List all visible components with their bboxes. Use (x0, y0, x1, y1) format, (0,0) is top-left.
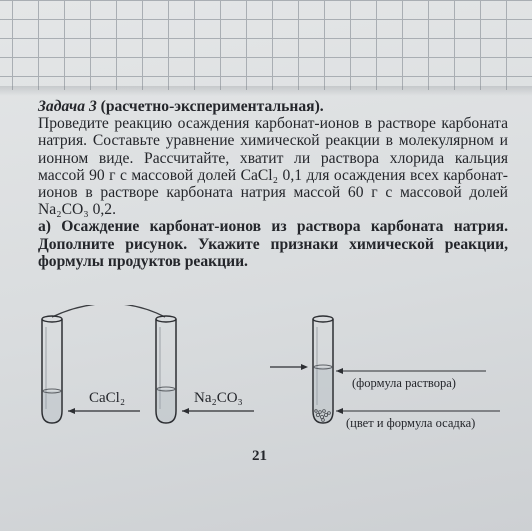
test-tube-2 (156, 316, 176, 423)
task-number: Задача 3 (38, 98, 97, 115)
answer-grid (0, 0, 532, 90)
solution-formula-label: (формула раствора) (352, 376, 456, 390)
test-tube-result (313, 316, 333, 423)
precipitate-label: (цвет и формула осадка) (346, 416, 476, 430)
task-part-a: а) Осаждение карбонат-ионов из раствора карбоната натрия. Дополните рисунок. Укажите признаки химической реакции, формулы продуктов реакции. (38, 218, 508, 270)
cacl2-label: CaCl₂ (89, 390, 126, 406)
na2co3-label: Na₂CO₃ (194, 390, 243, 406)
test-tube-1 (42, 316, 62, 423)
pouring-arc (52, 305, 165, 317)
task-title (38, 98, 508, 115)
task-text (38, 98, 508, 270)
task-body: Проведите реакцию осаждения карбонат-ионов в растворе карбоната натрия. Составьте уравнение химической реакции в молекулярном и ионном виде. Рассчитайте, хватит ли раствора хлорида кальция массой 90 г с массовой долей CaCl₂ 0,1 для осаждения всех карбонат-ионов в растворе карбоната натрия массой 60 г с массовой долей Na₂CO₃ 0,2. (38, 115, 508, 219)
task-type: (расчетно-экспериментальная). (96, 98, 324, 115)
page-number: 21 (252, 448, 267, 464)
page-shadow (0, 86, 532, 96)
